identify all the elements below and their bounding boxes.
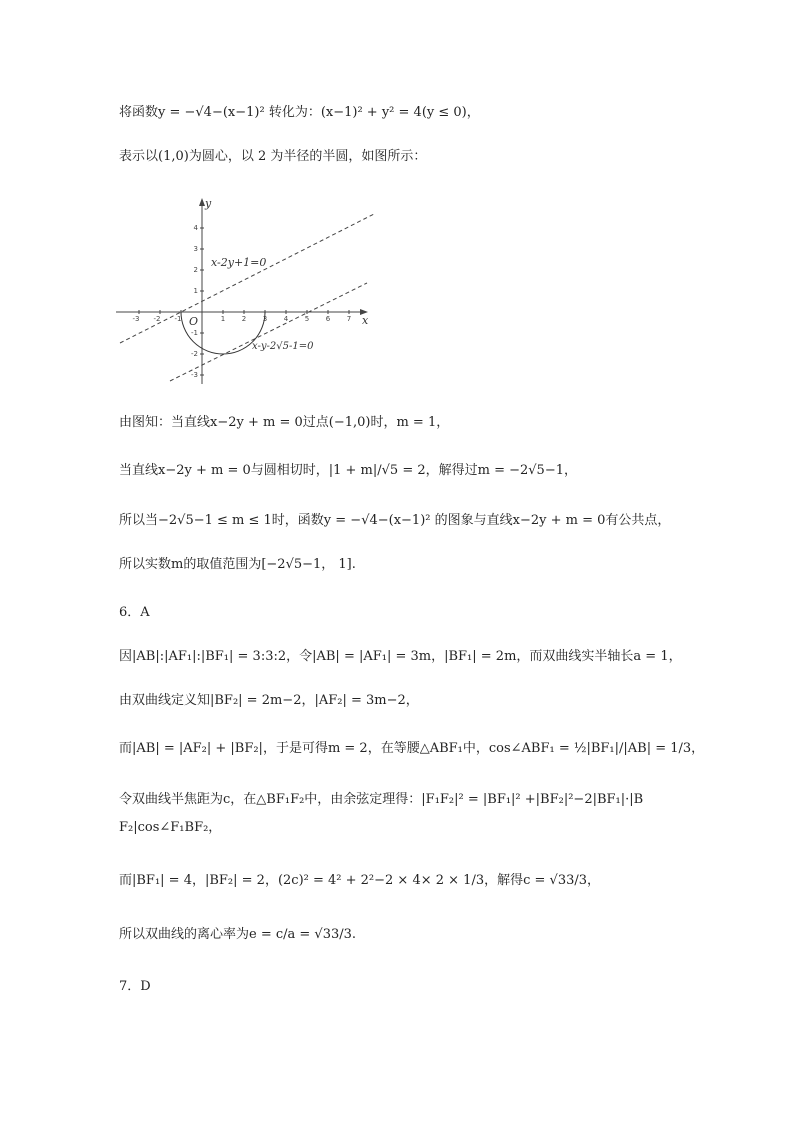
x-tick-label: 5 bbox=[304, 315, 310, 323]
line-14: 所以双曲线的离心率为e = c/a = √33/3. bbox=[119, 927, 357, 942]
y-tick-label: -1 bbox=[191, 329, 198, 337]
dashed-line-1 bbox=[120, 214, 374, 343]
y-tick-label: -2 bbox=[191, 350, 198, 358]
y-tick-label: 3 bbox=[193, 245, 198, 253]
x-tick-label: 4 bbox=[283, 315, 289, 323]
y-tick-label: -3 bbox=[191, 371, 198, 379]
x-axis-label: x bbox=[362, 314, 369, 327]
y-tick-label: 2 bbox=[193, 266, 198, 274]
line-12: F₂|cos∠F₁BF₂， bbox=[119, 820, 222, 835]
x-tick-label: -1 bbox=[174, 315, 182, 323]
line-7: 6．A bbox=[119, 605, 150, 620]
x-tick-label: 1 bbox=[220, 315, 226, 323]
line1-label: x-2y+1=0 bbox=[211, 256, 267, 269]
line-13: 而|BF₁| = 4，|BF₂| = 2，(2c)² = 4² + 2²−2 × 4× 2 × 1/3，解得c = √33/3， bbox=[119, 873, 601, 888]
x-tick-label: 2 bbox=[241, 315, 247, 323]
origin-label: O bbox=[189, 315, 199, 328]
line2-label: x-y-2√5-1=0 bbox=[252, 341, 314, 352]
line-3: 由图知：当直线x−2y + m = 0过点(−1,0)时，m = 1， bbox=[119, 415, 450, 430]
semicircle-figure bbox=[112, 192, 382, 388]
x-tick-label: 7 bbox=[346, 315, 352, 323]
line-4: 当直线x−2y + m = 0与圆相切时，|1 + m|/√5 = 2，解得过m = −2√5−1， bbox=[119, 463, 577, 478]
x-tick-label: 3 bbox=[262, 315, 268, 323]
line-10: 而|AB| = |AF₂| + |BF₂|，于是可得m = 2，在等腰△ABF₁中，cos∠ABF₁ = ½|BF₁|/|AB| = 1/3， bbox=[119, 741, 705, 756]
line-5: 所以当−2√5−1 ≤ m ≤ 1时，函数y = −√4−(x−1)² 的图象与直线x−2y + m = 0有公共点， bbox=[119, 513, 671, 528]
y-tick-label: 4 bbox=[193, 224, 198, 232]
x-tick-label: -2 bbox=[153, 315, 161, 323]
line-9: 由双曲线定义知|BF₂| = 2m−2，|AF₂| = 3m−2， bbox=[119, 693, 419, 708]
line-8: 因|AB|:|AF₁|:|BF₁| = 3:3:2，令|AB| = |AF₁| = 3m，|BF₁| = 2m，而双曲线实半轴长a = 1， bbox=[119, 649, 682, 664]
line-11: 令双曲线半焦距为c，在△BF₁F₂中，由余弦定理得：|F₁F₂|² = |BF₁|² +|BF₂|²−2|BF₁|·|B bbox=[119, 792, 644, 807]
line-2: 表示以(1,0)为圆心，以 2 为半径的半圆，如图所示： bbox=[119, 149, 427, 164]
y-axis-label: y bbox=[205, 197, 212, 210]
x-tick-label: 6 bbox=[325, 315, 331, 323]
x-tick-label: -3 bbox=[132, 315, 140, 323]
dashed-line-2 bbox=[170, 283, 367, 381]
line-1: 将函数y = −√4−(x−1)² 转化为：(x−1)² + y² = 4(y ≤ 0)， bbox=[119, 105, 480, 120]
line-6: 所以实数m的取值范围为[−2√5−1， 1]. bbox=[119, 557, 356, 572]
y-tick-label: 1 bbox=[193, 287, 198, 295]
line-15: 7．D bbox=[119, 979, 151, 994]
